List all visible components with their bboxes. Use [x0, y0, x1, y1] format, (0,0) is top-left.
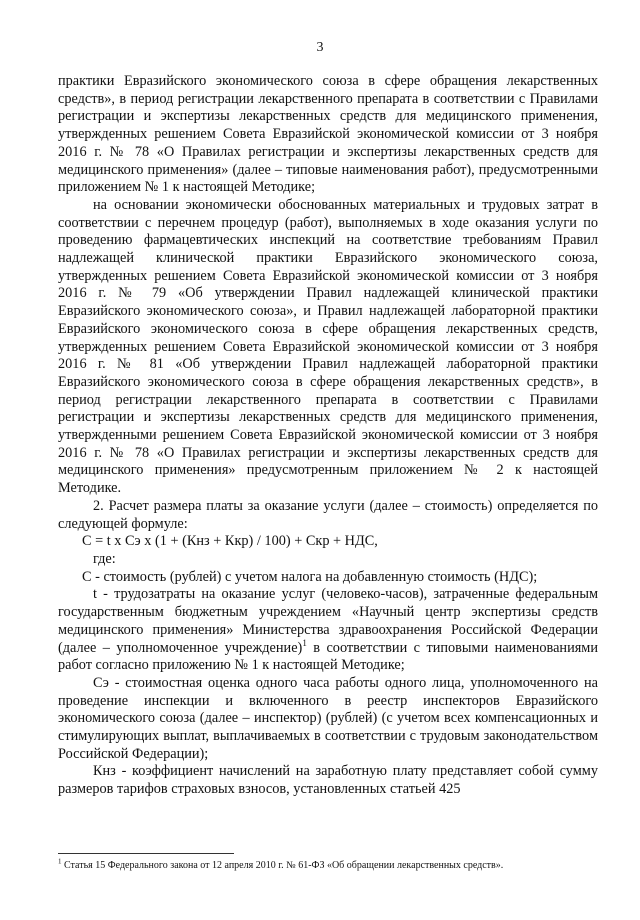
cost-formula: C = t x Cэ x (1 + (Кнз + Ккр) / 100) + Скр + НДС, [82, 533, 378, 550]
footnote-separator [58, 853, 234, 854]
where-label: где: [93, 550, 116, 567]
paragraph-practice-continuation: практики Евразийского экономического союза в сфере обращения лекарственных средств», в период регистрации лекарственного препарата в соответствии с Правилами регистрации и экспертизы лекарственных средств для медицинского применения, утвержденных решением Совета Евразийской экономической комиссии от 3 ноября 2016 г. № 78 «О Правилах регистрации и экспертизы лекарственных средств для медицинского применения» (далее – типовые наименования работ), предусмотренными приложением № 1 к настоящей Методике; [58, 73, 598, 196]
paragraph-basis: на основании экономически обоснованных материальных и трудовых затрат в соответствии с перечнем процедур (работ), выполняемых в ходе оказания услуги по проведению фармацевтических инспекций на соответствие требованиям Правил надлежащей клинической практики Евразийского экономического союза, утвержденных решением Совета Евразийской экономической комиссии от 3 ноября 2016 г. № 79 «Об утверждении Правил надлежащей клинической практики Евразийского экономического союза», и Правил надлежащей лабораторной практики Евразийского экономического союза в сфере обращения лекарственных средств, утвержденных решением Совета Евразийской экономической комиссии от 3 ноября 2016 г. № 81 «Об утверждении Правил надлежащей лабораторной практики Евразийского экономического союза в сфере обращения лекарственных средств», в период регистрации лекарственного препарата в соответствии с Правилами регистрации и экспертизы лекарственных средств для медицинского применения, утвержденными решением Совета Евразийской экономической комиссии от 3 ноября 2016 г. № 78 «О Правилах регистрации и экспертизы лекарственных средств для медицинского применения» предусмотренным приложением № 2 к настоящей Методике. [58, 196, 598, 497]
document-body [58, 73, 598, 799]
definition-c: С - стоимость (рублей) с учетом налога на добавленную стоимость (НДС); [82, 568, 538, 585]
footnote-text: Статья 15 Федерального закона от 12 апреля 2010 г. № 61-ФЗ «Об обращении лекарственных средств». [64, 860, 504, 871]
footnote-marker: 1 [58, 857, 62, 866]
paragraph-calculation-intro: 2. Расчет размера платы за оказание услуги (далее – стоимость) определяется по следующей формуле: [58, 497, 598, 532]
definition-t-text: t - трудозатраты на оказание услуг (человеко-часов), затраченные федеральным государственным бюджетным учреждением «Научный центр экспертизы средств медицинского применения» Министерства здравоохранения Российской Федерации (далее – уполномоченное учреждение) [58, 586, 598, 656]
footnote [58, 857, 598, 872]
definition-se: Сэ - стоимостная оценка одного часа работы одного лица, уполномоченного на проведение инспекции и включенного в реестр инспекторов Евразийского экономического союза (далее – инспектор) (рублей) (с учетом всех компенсационных и стимулирующих выплат, выплачиваемых в соответствии с трудовым законодательством Российской Федерации); [58, 674, 598, 762]
definition-knz: Кнз - коэффициент начислений на заработную плату представляет собой сумму размеров тарифов страховых взносов, установленных статьей 425 [58, 763, 598, 798]
definition-t-text-end: в соответствии с типовыми наименованиями работ согласно приложению № 1 к настоящей Методике; [58, 639, 598, 674]
definition-t [58, 586, 598, 675]
page-number: 3 [316, 40, 324, 55]
footnote-reference: 1 [302, 637, 307, 648]
